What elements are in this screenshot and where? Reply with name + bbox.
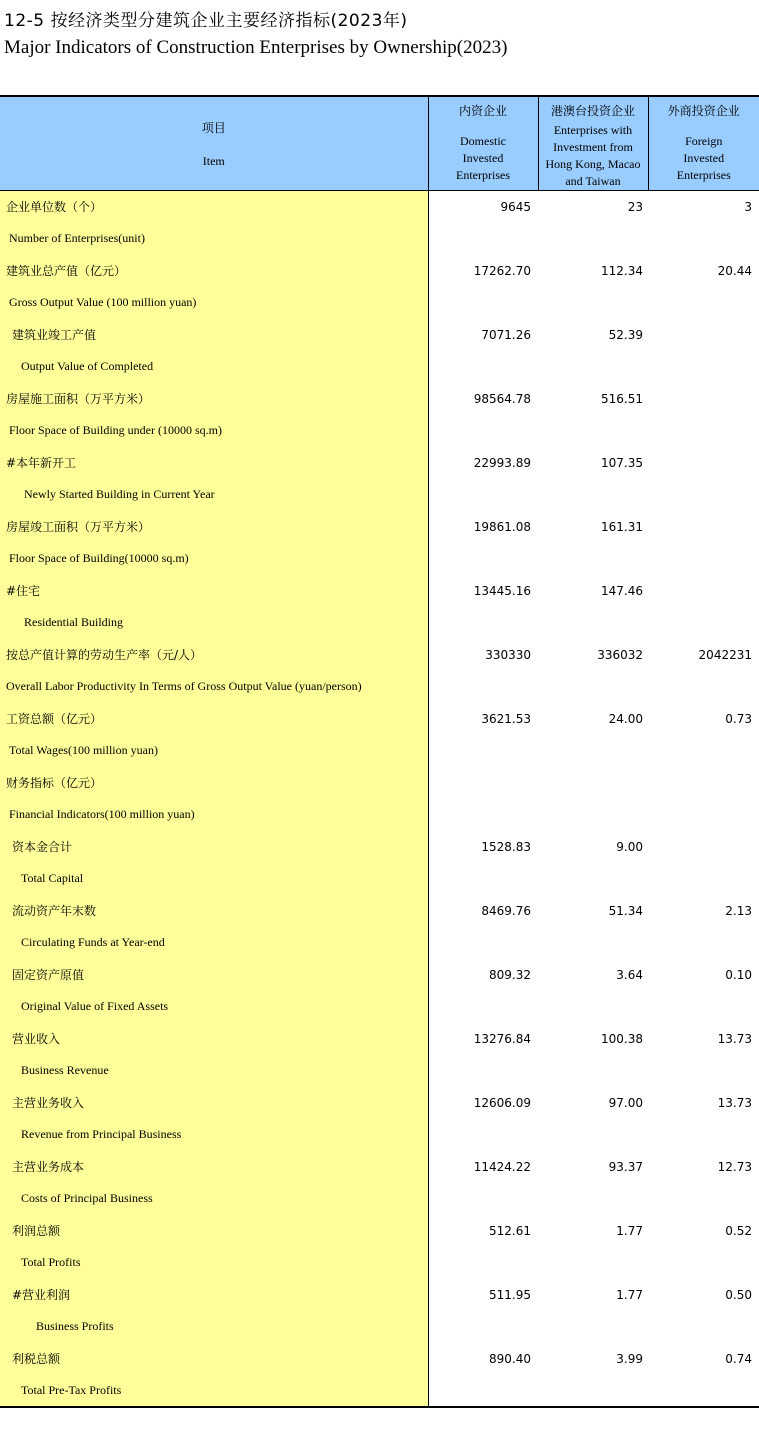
empty-cell: [648, 223, 759, 255]
value-domestic: 12606.09: [473, 1095, 531, 1110]
row-label-cn: 资本金合计: [12, 840, 73, 854]
value-domestic: 7071.26: [481, 327, 531, 342]
empty-cell: [538, 671, 648, 703]
row-label-cell: [0, 319, 428, 351]
row-label-cell: [0, 1119, 428, 1151]
table-row: [0, 575, 759, 607]
header-item: [0, 96, 428, 191]
value-foreign: 0.52: [725, 1223, 752, 1238]
table-row-en: [0, 351, 759, 383]
row-label-en: Financial Indicators(100 million yuan): [9, 807, 195, 821]
value-hk-macao-taiwan: 107.35: [601, 455, 643, 470]
table-row: [0, 1151, 759, 1183]
value-domestic: 330330: [485, 647, 531, 662]
row-label-cell: [0, 1183, 428, 1215]
value-foreign: 13.73: [717, 1031, 752, 1046]
row-label-cell: [0, 1343, 428, 1375]
empty-cell: [538, 927, 648, 959]
table-row: [0, 191, 759, 223]
value-domestic: 512.61: [489, 1223, 531, 1238]
empty-cell: [648, 991, 759, 1023]
row-label-cn: #本年新开工: [6, 456, 77, 470]
table-row: [0, 255, 759, 287]
row-label-cell: [0, 287, 428, 319]
row-label-en: Costs of Principal Business: [21, 1191, 153, 1205]
value-domestic: 1528.83: [481, 839, 531, 854]
value-foreign: [648, 511, 759, 543]
empty-cell: [538, 1055, 648, 1087]
row-label-en: Total Pre-Tax Profits: [21, 1382, 122, 1397]
row-label-cell: [0, 799, 428, 831]
empty-cell: [538, 1119, 648, 1151]
empty-cell: [428, 671, 538, 703]
row-label-cn: 流动资产年末数: [12, 904, 97, 918]
row-label-en: Overall Labor Productivity In Terms of Gross Output Value (yuan/person): [6, 679, 362, 693]
row-label-cn: #营业利润: [12, 1288, 71, 1302]
header-hk-macao-taiwan: [538, 96, 648, 191]
empty-cell: [428, 223, 538, 255]
value-foreign: [648, 767, 759, 799]
empty-cell: [648, 1311, 759, 1343]
empty-cell: [428, 607, 538, 639]
table-row-en: [0, 863, 759, 895]
value-foreign: 13.73: [717, 1095, 752, 1110]
header-item-en: Item: [202, 153, 225, 168]
row-label-en: Business Revenue: [21, 1063, 109, 1077]
row-label-cell: [0, 671, 428, 703]
row-label-cell: [0, 767, 428, 799]
empty-cell: [538, 543, 648, 575]
value-hk-macao-taiwan: 147.46: [601, 583, 643, 598]
row-label-cn: 利润总额: [12, 1224, 61, 1238]
row-label-en: Floor Space of Building under (10000 sq.m): [9, 423, 222, 437]
value-foreign: 0.74: [725, 1351, 752, 1366]
value-foreign: 20.44: [717, 263, 752, 278]
row-label-cell: [0, 735, 428, 767]
value-hk-macao-taiwan: 51.34: [608, 903, 643, 918]
empty-cell: [648, 1119, 759, 1151]
table-row: [0, 1279, 759, 1311]
empty-cell: [428, 543, 538, 575]
value-hk-macao-taiwan: 93.37: [608, 1159, 643, 1174]
value-foreign: 0.73: [725, 711, 752, 726]
row-label-cn: 营业收入: [12, 1032, 61, 1046]
value-foreign: [648, 831, 759, 863]
row-label-cell: [0, 927, 428, 959]
value-hk-macao-taiwan: 3.99: [616, 1351, 643, 1366]
table-title-cn: 12-5 按经济类型分建筑企业主要经济指标(2023年): [4, 11, 408, 31]
row-label-en: Original Value of Fixed Assets: [21, 999, 169, 1013]
empty-cell: [538, 991, 648, 1023]
value-domestic: 890.40: [489, 1351, 531, 1366]
empty-cell: [428, 287, 538, 319]
empty-cell: [428, 1119, 538, 1151]
row-label-cell: [0, 351, 428, 383]
value-hk-macao-taiwan: 52.39: [608, 327, 643, 342]
value-foreign: [648, 319, 759, 351]
empty-cell: [648, 1183, 759, 1215]
value-domestic: 98564.78: [473, 391, 531, 406]
row-label-cell: [0, 1247, 428, 1279]
empty-cell: [428, 799, 538, 831]
table-row: [0, 1087, 759, 1119]
empty-cell: [648, 351, 759, 383]
empty-cell: [428, 1055, 538, 1087]
empty-cell: [538, 223, 648, 255]
value-foreign: 0.10: [725, 967, 752, 982]
row-label-en: Total Capital: [21, 871, 84, 885]
empty-cell: [648, 927, 759, 959]
table-row-en: [0, 735, 759, 767]
empty-cell: [538, 287, 648, 319]
value-domestic: 11424.22: [473, 1159, 531, 1174]
header-domestic: [428, 96, 538, 191]
value-domestic: [428, 767, 538, 799]
table-row-en: [0, 1183, 759, 1215]
row-label-cell: [0, 383, 428, 415]
table-row: [0, 1215, 759, 1247]
row-label-cell: [0, 415, 428, 447]
table-row-en: [0, 543, 759, 575]
table-row-en: [0, 1119, 759, 1151]
row-label-cn: 主营业务成本: [12, 1160, 85, 1174]
table-row-en: [0, 671, 759, 703]
header-hk-macao-taiwan-cn: 港澳台投资企业: [550, 104, 635, 118]
value-foreign: 12.73: [717, 1159, 752, 1174]
value-domestic: 809.32: [489, 967, 531, 982]
row-label-en: Circulating Funds at Year-end: [21, 935, 165, 949]
value-hk-macao-taiwan: [538, 767, 648, 799]
table-body: [0, 191, 759, 1407]
table-row-en: [0, 1247, 759, 1279]
row-label-cn: 企业单位数（个）: [6, 200, 103, 215]
row-label-cell: [0, 1311, 428, 1343]
indicators-table: [0, 95, 759, 1408]
empty-cell: [648, 415, 759, 447]
value-foreign: 2.13: [725, 903, 752, 918]
empty-cell: [428, 735, 538, 767]
value-foreign: [648, 575, 759, 607]
header-domestic-en: Domestic Invested Enterprises: [456, 134, 510, 182]
table-row: [0, 447, 759, 479]
row-label-cell: [0, 1023, 428, 1055]
empty-cell: [648, 735, 759, 767]
table-row: [0, 511, 759, 543]
row-label-cell: [0, 191, 428, 223]
value-hk-macao-taiwan: 24.00: [608, 711, 643, 726]
row-label-cell: [0, 543, 428, 575]
row-label-cell: [0, 1087, 428, 1119]
value-hk-macao-taiwan: 112.34: [601, 263, 643, 278]
empty-cell: [648, 543, 759, 575]
row-label-en: Newly Started Building in Current Year: [24, 487, 215, 501]
value-hk-macao-taiwan: 3.64: [616, 967, 643, 982]
value-foreign: 0.50: [725, 1287, 752, 1302]
row-label-cn: 工资总额（亿元）: [6, 712, 103, 726]
value-hk-macao-taiwan: 516.51: [601, 391, 643, 406]
empty-cell: [648, 607, 759, 639]
row-label-cell: [0, 447, 428, 479]
row-label-en: Output Value of Completed: [21, 359, 154, 373]
empty-cell: [648, 287, 759, 319]
empty-cell: [428, 1247, 538, 1279]
value-domestic: 13276.84: [473, 1031, 531, 1046]
row-label-en: Revenue from Principal Business: [21, 1127, 182, 1141]
empty-cell: [538, 863, 648, 895]
row-label-en: Residential Building: [24, 615, 123, 629]
table-header-row: [0, 96, 759, 191]
empty-cell: [648, 479, 759, 511]
table-row-en: [0, 607, 759, 639]
header-foreign: [648, 96, 759, 191]
empty-cell: [428, 863, 538, 895]
row-label-en: Gross Output Value (100 million yuan): [9, 295, 197, 309]
empty-cell: [428, 1183, 538, 1215]
value-foreign: [648, 447, 759, 479]
empty-cell: [428, 1375, 538, 1407]
header-domestic-cn: 内资企业: [458, 104, 507, 118]
empty-cell: [428, 1311, 538, 1343]
row-label-cell: [0, 863, 428, 895]
value-domestic: 8469.76: [481, 903, 531, 918]
empty-cell: [428, 415, 538, 447]
table-row-en: [0, 927, 759, 959]
empty-cell: [538, 351, 648, 383]
table-row-en: [0, 223, 759, 255]
value-domestic: 9645: [500, 199, 531, 214]
row-label-cell: [0, 703, 428, 735]
row-label-cell: [0, 959, 428, 991]
row-label-cn: 房屋施工面积（万平方米）: [6, 392, 151, 406]
row-label-cell: [0, 1375, 428, 1407]
empty-cell: [648, 1055, 759, 1087]
row-label-cn: 按总产值计算的劳动生产率（元/人）: [6, 648, 203, 662]
value-domestic: 3621.53: [481, 711, 531, 726]
empty-cell: [538, 735, 648, 767]
table-row: [0, 831, 759, 863]
table-row-en: [0, 991, 759, 1023]
row-label-cell: [0, 575, 428, 607]
row-label-cn: 主营业务收入: [12, 1096, 85, 1110]
table-row-en: [0, 287, 759, 319]
header-item-cn: 项目: [201, 120, 226, 135]
row-label-cell: [0, 991, 428, 1023]
row-label-cell: [0, 639, 428, 671]
row-label-cn: 财务指标（亿元）: [6, 776, 103, 790]
value-hk-macao-taiwan: 97.00: [608, 1095, 643, 1110]
header-foreign-en: Foreign Invested Enterprises: [676, 134, 731, 182]
empty-cell: [538, 1375, 648, 1407]
table-row: [0, 1023, 759, 1055]
value-foreign: 3: [744, 199, 752, 214]
table-row: [0, 639, 759, 671]
table-row-en: [0, 1375, 759, 1407]
table-row-en: [0, 1055, 759, 1087]
row-label-cell: [0, 511, 428, 543]
value-foreign: 2042231: [698, 647, 752, 662]
row-label-cn: #住宅: [6, 584, 41, 598]
value-hk-macao-taiwan: 161.31: [601, 519, 643, 534]
table-row-en: [0, 415, 759, 447]
empty-cell: [538, 415, 648, 447]
empty-cell: [428, 351, 538, 383]
value-domestic: 13445.16: [473, 583, 531, 598]
row-label-en: Floor Space of Building(10000 sq.m): [9, 551, 189, 565]
table-row: [0, 959, 759, 991]
value-domestic: 19861.08: [473, 519, 531, 534]
row-label-cell: [0, 895, 428, 927]
row-label-cell: [0, 1055, 428, 1087]
row-label-en: Total Wages(100 million yuan): [9, 743, 158, 757]
value-hk-macao-taiwan: 100.38: [601, 1031, 643, 1046]
value-hk-macao-taiwan: 9.00: [616, 839, 643, 854]
row-label-en: Number of Enterprises(unit): [9, 231, 145, 245]
row-label-cell: [0, 1215, 428, 1247]
row-label-cn: 利税总额: [12, 1352, 61, 1366]
row-label-cell: [0, 607, 428, 639]
empty-cell: [648, 863, 759, 895]
row-label-cell: [0, 479, 428, 511]
value-hk-macao-taiwan: 1.77: [616, 1223, 643, 1238]
header-hk-macao-taiwan-en: Enterprises with Investment from Hong Kong, Macao and Taiwan: [545, 123, 641, 188]
row-label-cell: [0, 1279, 428, 1311]
table-row: [0, 383, 759, 415]
table-row-en: [0, 1311, 759, 1343]
row-label-cn: 建筑业竣工产值: [12, 328, 97, 342]
empty-cell: [648, 1375, 759, 1407]
row-label-cn: 建筑业总产值（亿元）: [6, 264, 127, 278]
row-label-cell: [0, 1151, 428, 1183]
value-domestic: 511.95: [489, 1287, 531, 1302]
table-row-en: [0, 799, 759, 831]
table-row: [0, 1343, 759, 1375]
empty-cell: [538, 799, 648, 831]
row-label-cn: 房屋竣工面积（万平方米）: [6, 520, 151, 534]
table-row: [0, 767, 759, 799]
table-row-en: [0, 479, 759, 511]
empty-cell: [538, 479, 648, 511]
empty-cell: [428, 927, 538, 959]
value-hk-macao-taiwan: 1.77: [616, 1287, 643, 1302]
header-foreign-cn: 外商投资企业: [667, 104, 740, 118]
empty-cell: [428, 991, 538, 1023]
row-label-en: Total Profits: [21, 1255, 81, 1269]
value-domestic: 22993.89: [473, 455, 531, 470]
value-hk-macao-taiwan: 23: [627, 199, 643, 214]
empty-cell: [648, 799, 759, 831]
empty-cell: [648, 1247, 759, 1279]
value-hk-macao-taiwan: 336032: [597, 647, 643, 662]
empty-cell: [538, 1247, 648, 1279]
row-label-cell: [0, 255, 428, 287]
table-row: [0, 319, 759, 351]
empty-cell: [428, 479, 538, 511]
empty-cell: [648, 671, 759, 703]
empty-cell: [538, 1311, 648, 1343]
row-label-cn: 固定资产原值: [12, 968, 85, 982]
table-row: [0, 703, 759, 735]
value-domestic: 17262.70: [473, 263, 531, 278]
value-foreign: [648, 383, 759, 415]
table-title-en: Major Indicators of Construction Enterprises by Ownership(2023): [4, 37, 508, 58]
empty-cell: [538, 607, 648, 639]
empty-cell: [538, 1183, 648, 1215]
row-label-cell: [0, 831, 428, 863]
row-label-en: Business Profits: [36, 1319, 114, 1333]
table-row: [0, 895, 759, 927]
row-label-cell: [0, 223, 428, 255]
